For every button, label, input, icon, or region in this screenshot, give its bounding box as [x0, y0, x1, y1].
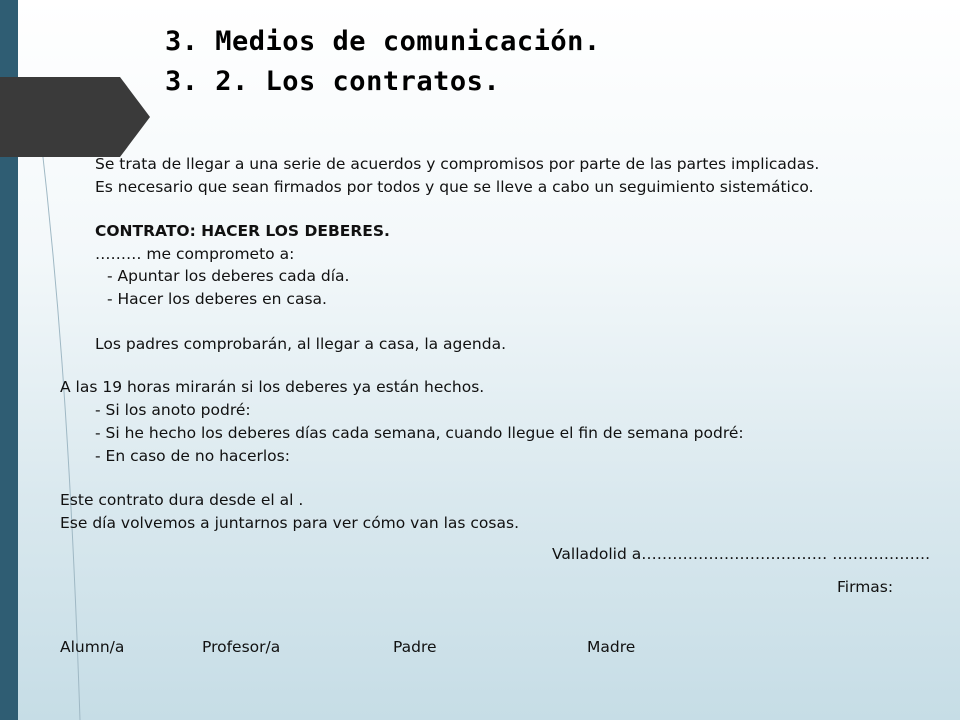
intro-line-2: Es necesario que sean firmados por todos y que se lleve a cabo un seguimiento sistemático. — [95, 178, 814, 196]
signature-mother: Madre — [587, 638, 636, 656]
signatures-label: Firmas: — [837, 578, 894, 596]
page-subtitle: 3. 2. Los contratos. — [165, 66, 501, 97]
commitment-item-1: - Apuntar los deberes cada día. — [107, 267, 350, 285]
intro-line-1: Se trata de llegar a una serie de acuerdos y compromisos por parte de las partes implicadas. — [95, 155, 820, 173]
condition-2: - Si he hecho los deberes días cada semana, cuando llegue el fin de semana podré: — [95, 424, 744, 442]
condition-3: - En caso de no hacerlos: — [95, 447, 290, 465]
page-title: 3. Medios de comunicación. — [165, 26, 601, 57]
place-date-line: Valladolid a……………………………… ………………. — [552, 545, 931, 563]
parents-line: Los padres comprobarán, al llegar a casa, la agenda. — [95, 335, 507, 353]
meeting-line: Ese día volvemos a juntarnos para ver cómo van las cosas. — [60, 514, 519, 532]
commitment-item-2: - Hacer los deberes en casa. — [107, 290, 327, 308]
duration-line: Este contrato dura desde el al . — [60, 491, 304, 509]
signature-father: Padre — [393, 638, 437, 656]
time-check-line: A las 19 horas mirarán si los deberes ya están hechos. — [60, 378, 485, 396]
condition-1: - Si los anoto podré: — [95, 401, 251, 419]
commitment-line: ……… me comprometo a: — [95, 245, 295, 263]
signature-teacher: Profesor/a — [202, 638, 281, 656]
signature-student: Alumn/a — [60, 638, 125, 656]
contract-heading: CONTRATO: HACER LOS DEBERES. — [95, 222, 390, 240]
